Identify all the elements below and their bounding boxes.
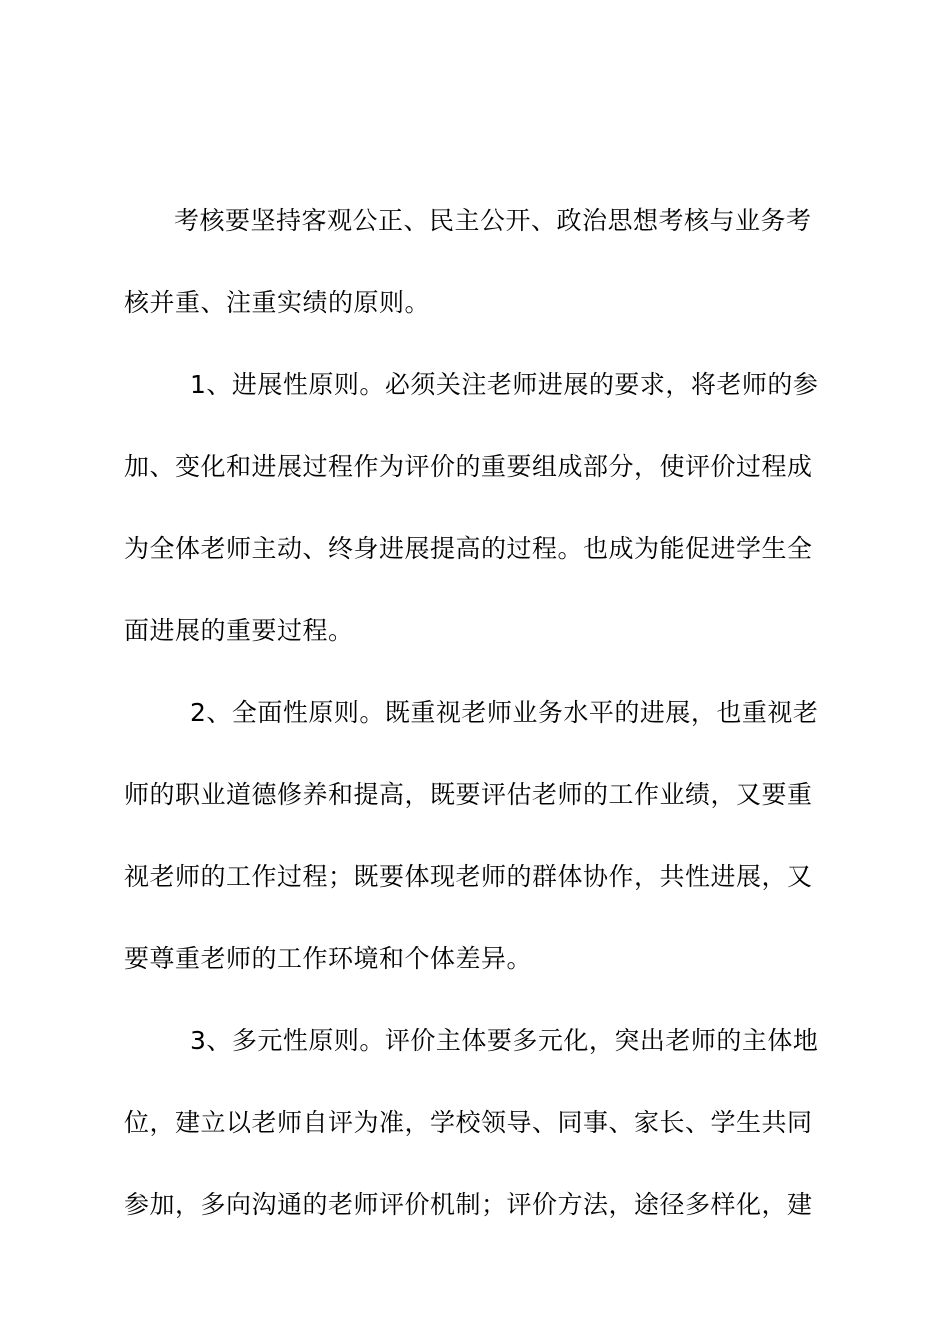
paragraph-comprehensive-principle [124,672,819,1000]
text-line: 视老师的工作过程；既要体现老师的群体协作，共性进展，又 [124,862,813,891]
document-body [124,180,819,1246]
text-line: 核并重、注重实绩的原则。 [124,288,431,317]
text-line: 加、变化和进展过程作为评价的重要组成部分，使评价过程成 [124,452,813,481]
text-line: 参加，多向沟通的老师评价机制；评价方法，途径多样化，建 [124,1190,813,1219]
text-line: 为全体老师主动、终身进展提高的过程。也成为能促进学生全 [124,534,813,563]
text-line: 考核要坚持客观公正、民主公开、政治思想考核与业务考 [174,206,812,235]
text-line: 要尊重老师的工作环境和个体差异。 [124,944,533,973]
text-line: 面进展的重要过程。 [124,616,354,645]
text-line: 3、多元性原则。评价主体要多元化，突出老师的主体地 [190,1026,819,1055]
paragraph-development-principle [124,344,819,672]
text-line: 师的职业道德修养和提高，既要评估老师的工作业绩，又要重 [124,780,813,809]
text-line: 位，建立以老师自评为准，学校领导、同事、家长、学生共同 [124,1108,813,1137]
text-line: 2、全面性原则。既重视老师业务水平的进展，也重视老 [190,698,819,727]
paragraph-diversity-principle [124,1000,819,1246]
text-line: 1、进展性原则。必须关注老师进展的要求，将老师的参 [190,370,819,399]
paragraph-principles-intro [124,180,814,344]
